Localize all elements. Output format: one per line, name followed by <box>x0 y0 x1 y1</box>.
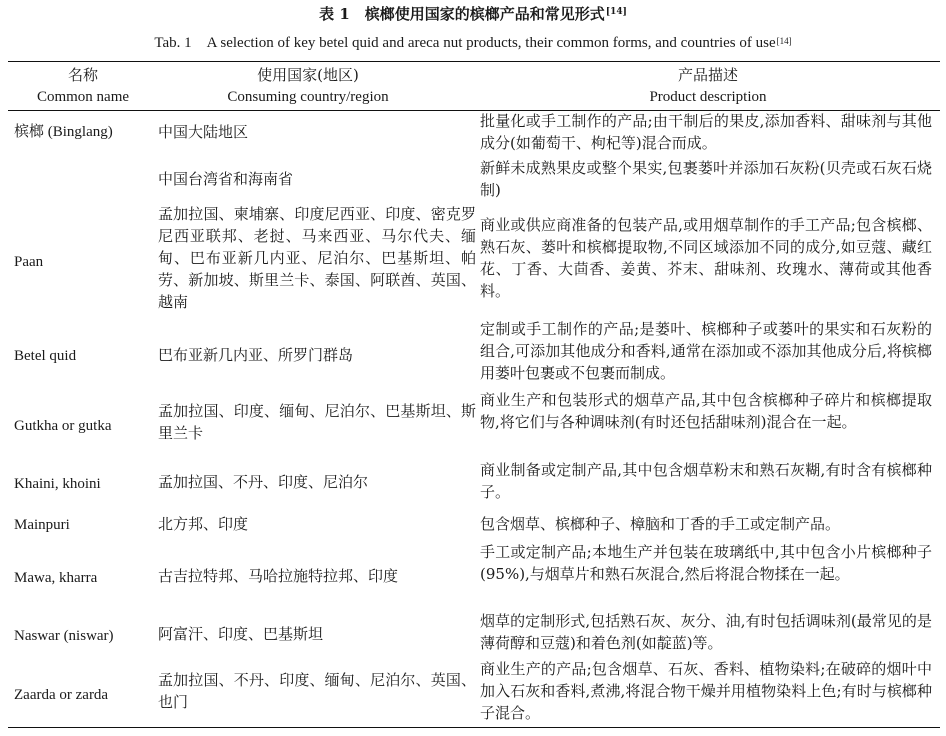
row-mawa-name: Mawa, kharra <box>14 570 98 586</box>
row-naswar-desc: 烟草的定制形式,包括熟石灰、灰分、油,有时包括调味剂(最常见的是薄荷醇和豆蔻)和着色剂(如靛蓝)等。 <box>480 612 932 652</box>
row-mainpuri-name: Mainpuri <box>14 517 70 533</box>
header-desc-en: Product description <box>649 89 767 105</box>
row-mainpuri-country: 北方邦、印度 <box>158 515 249 533</box>
header-desc <box>480 64 936 108</box>
table-title-en-ref[interactable]: [14] <box>776 36 792 46</box>
header-desc-cn: 产品描述 <box>677 66 738 84</box>
row-khaini-name: Khaini, khoini <box>14 476 101 492</box>
row-zaarda-desc: 商业生产的产品;包含烟草、石灰、香料、植物染料;在破碎的烟叶中加入石灰和香料,煮沸,将混合物干燥并用植物染料上色;有时与槟榔种子混合。 <box>480 660 932 722</box>
row-taiwan-desc: 新鲜未成熟果皮或整个果实,包裹蒌叶并添加石灰粉(贝壳或石灰石烧制) <box>480 159 932 199</box>
row-gutkha-desc: 商业生产和包装形式的烟草产品,其中包含槟榔种子碎片和槟榔提取物,将它们与各种调味剂(有时还包括甜味剂)混合在一起。 <box>480 391 932 431</box>
row-betel-quid-desc: 定制或手工制作的产品;是蒌叶、槟榔种子或蒌叶的果实和石灰粉的组合,可添加其他成分和香料,通常在添加或不添加其他成分后,将槟榔用蒌叶包裹或不包裹而制成。 <box>480 320 932 382</box>
table-title-cn-text: 表 1 槟榔使用国家的槟榔产品和常见形式 <box>319 5 605 23</box>
row-khaini-country: 孟加拉国、不丹、印度、尼泊尔 <box>158 473 369 491</box>
row-betel-quid-name: Betel quid <box>14 348 77 364</box>
row-binglang-name: 槟榔 (Binglang) <box>14 124 113 140</box>
row-paan-country: 孟加拉国、柬埔寨、印度尼西亚、印度、密克罗尼西亚联邦、老挝、马来西亚、马尔代夫、缅甸、巴布亚新几内亚、尼泊尔、巴基斯坦、帕劳、新加坡、斯里兰卡、泰国、阿联酋、英国、越南 <box>158 205 476 311</box>
row-naswar-country: 阿富汗、印度、巴基斯坦 <box>158 625 324 643</box>
row-binglang-desc: 批量化或手工制作的产品;由干制后的果皮,添加香料、甜味剂与其他成分(如葡萄干、枸杞等)混合而成。 <box>480 112 932 152</box>
header-country-en: Consuming country/region <box>227 89 389 105</box>
table-top-rule <box>8 61 940 62</box>
table-title-cn-ref[interactable]: [14] <box>605 7 627 17</box>
header-name-en: Common name <box>36 89 130 105</box>
row-paan-desc: 商业或供应商准备的包装产品,或用烟草制作的手工产品;包含槟榔、熟石灰、蒌叶和槟榔提取物,不同区域添加不同的成分,如豆蔻、藏红花、丁香、大茴香、姜黄、芥末、甜味剂、玫瑰水、薄荷或其他香料。 <box>480 216 932 300</box>
header-name-cn: 名称 <box>67 66 98 84</box>
header-country <box>158 64 458 108</box>
row-mawa-desc: 手工或定制产品;本地生产并包装在玻璃纸中,其中包含小片槟榔种子(95%),与烟草片和熟石灰混合,然后将混合物揉在一起。 <box>480 543 932 583</box>
row-naswar-name: Naswar (niswar) <box>14 628 114 644</box>
header-country-cn: 使用国家(地区) <box>257 66 359 84</box>
row-khaini-desc: 商业制备或定制产品,其中包含烟草粉末和熟石灰糊,有时含有槟榔种子。 <box>480 461 932 501</box>
row-zaarda-name: Zaarda or zarda <box>14 687 109 703</box>
row-betel-quid-country: 巴布亚新几内亚、所罗门群岛 <box>158 346 354 364</box>
row-paan-name: Paan <box>14 254 44 270</box>
table-title-en-text: Tab. 1 A selection of key betel quid and areca nut products, their common forms, and countries of use <box>154 35 776 51</box>
row-mawa-country: 古吉拉特邦、马哈拉施特拉邦、印度 <box>158 567 399 585</box>
row-gutkha-country: 孟加拉国、印度、缅甸、尼泊尔、巴基斯坦、斯里兰卡 <box>158 402 476 442</box>
row-gutkha-name: Gutkha or gutka <box>14 418 112 434</box>
row-taiwan-country: 中国台湾省和海南省 <box>158 170 294 188</box>
header-name <box>8 64 158 108</box>
row-mainpuri-desc: 包含烟草、槟榔种子、樟脑和丁香的手工或定制产品。 <box>480 515 841 533</box>
row-zaarda-country: 孟加拉国、不丹、印度、缅甸、尼泊尔、英国、也门 <box>158 671 476 711</box>
row-binglang-country: 中国大陆地区 <box>158 123 249 141</box>
table-title-cn <box>0 4 946 24</box>
table-bottom-rule <box>8 727 940 728</box>
table-title-en <box>0 33 946 53</box>
